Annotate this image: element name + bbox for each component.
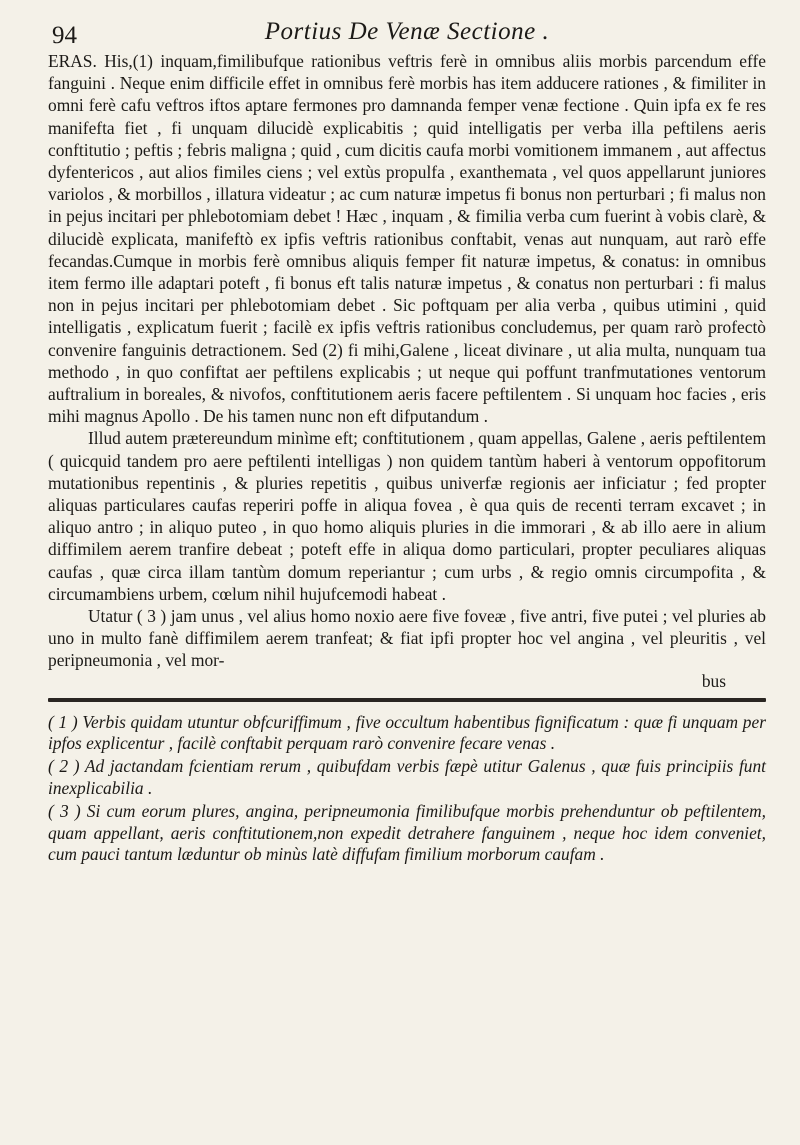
page-header xyxy=(48,14,766,50)
footnote-3: ( 3 ) Si cum eorum plures, angina, peripneumonia fimilibufque morbis prehenduntur ob peftilentem, quam appellant, aeris conftitutionem,non expedit detrahere fanguinem , neque hoc idem conveniet, cum pauci tantum læduntur ob minùs latè diffufam fimilium morborum caufam . xyxy=(48,800,766,865)
footnote-rule xyxy=(48,698,766,702)
paragraph-utatur: Utatur ( 3 ) jam unus , vel alius homo noxio aere five foveæ , five antri, five putei ; vel pluries ab uno in multo fanè diffimilem aerem tranfeat; & fiat ipfi propter hoc vel angina , vel pleuritis , vel peripneumonia , vel mor- xyxy=(48,606,766,671)
paragraph-illud: Illud autem prætereundum minìme eft; conftitutionem , quam appellas, Galene , aeris peftilentem ( quicquid tandem pro aere peftilenti intelligas ) non quidem tantùm haberi à ventorum oppofitorum mutationibus repentinis , & pluries repetitis , quibus univerfæ regionis aer inficiatur ; fed propter aliquas particulares caufas reperiri poffe in aliqua fovea , è qua quis de recenti terram excavet ; in aliquo antro ; in aliquo puteo , in quo homo aliquis pluries in die immorari , & ab illo aere in alium diffimilem aerem tranfire debeat ; poteft effe in aliqua domo particulari, propter peculiares aliquas caufas , quæ circa illam tantùm domum reperiantur ; cum urbs , & regio omnis circumpofita , & circumambiens urbem, cœlum nihil hujufcemodi habeat . xyxy=(48,428,766,604)
paragraph-eras: ERAS. His,(1) inquam,fimilibufque rationibus veftris ferè in omnibus aliis morbis parcendum effe fanguini . Neque enim difficile effet in omnibus ferè morbis has item adducere rationes , & fimiliter in omni ferè cafu veftros iftos aptare fermones pro damnanda femper venæ fectione . Quin ipfa ex fe res manifefta fiet , fi unquam dilucidè explicabitis ; quid intelligatis per verba illa peftilens aeris conftitutio ; peftis ; febris maligna ; quid , cum dicitis caufa morbi vomitionem immanem , aut affectus dyfentericos , aut alios fimiles ciens ; vel extùs propulfa , exanthemata , vel quos appellarunt juniores variolos , & morbillos , illatura videatur ; ac cum naturæ impetus fi bonus non perturbari ; fi malus non in pejus incitari per phlebotomiam debet ! Hæc , inquam , & fimilia verba cum fuerint à vobis clarè, & dilucidè explicata, manifeftò ex ipfis veftris rationibus conftabit, venas aut nunquam, aut rarò effe fecandas.Cumque in morbis ferè omnibus aliquis femper fit naturæ impetus, & conatus: in omnibus item fermo ille adaptari poteft , fi bonus eft talis naturæ impetus , & conatus non perturbari : fi malus non in pejus incitari per phlebotomiam debet . Sic poftquam per alia verba , quibus utimini , quid intelligatis , explicatum fuerit ; facilè ex ipfis veftris rationibus concludemus, per quam rarò profectò convenire fanguinis detractionem. Sed (2) fi mihi,Galene , liceat divinare , ut alia multa, nunquam tua methodo , in quo confiftat aer peftilens explicabis ; ut neque qui poffunt tranfmutationes ventorum auftralium in boreales, & nivofos, conftitutionem aeris facere peftilentem . Si unquam hoc facies , eris mihi magnus Apollo . De his tamen nunc non eft difputandum . xyxy=(48,51,766,427)
footnotes xyxy=(48,712,766,867)
footnote-1: ( 1 ) Verbis quidam utuntur obfcuriffimum , five occultum habentibus fignificatum : quæ fi unquam per ipfos explicentur , facilè conftabit perquam rarò convenire fecare venas . xyxy=(48,711,766,754)
footnote-2: ( 2 ) Ad jactandam fcientiam rerum , quibufdam verbis fæpè utitur Galenus , quæ fuis principiis funt inexplicabilia . xyxy=(48,756,766,799)
running-title: Portius De Venæ Sectione . xyxy=(264,18,550,45)
page-number: 94 xyxy=(52,22,77,49)
main-text xyxy=(48,50,766,672)
catchword: bus xyxy=(701,670,726,691)
